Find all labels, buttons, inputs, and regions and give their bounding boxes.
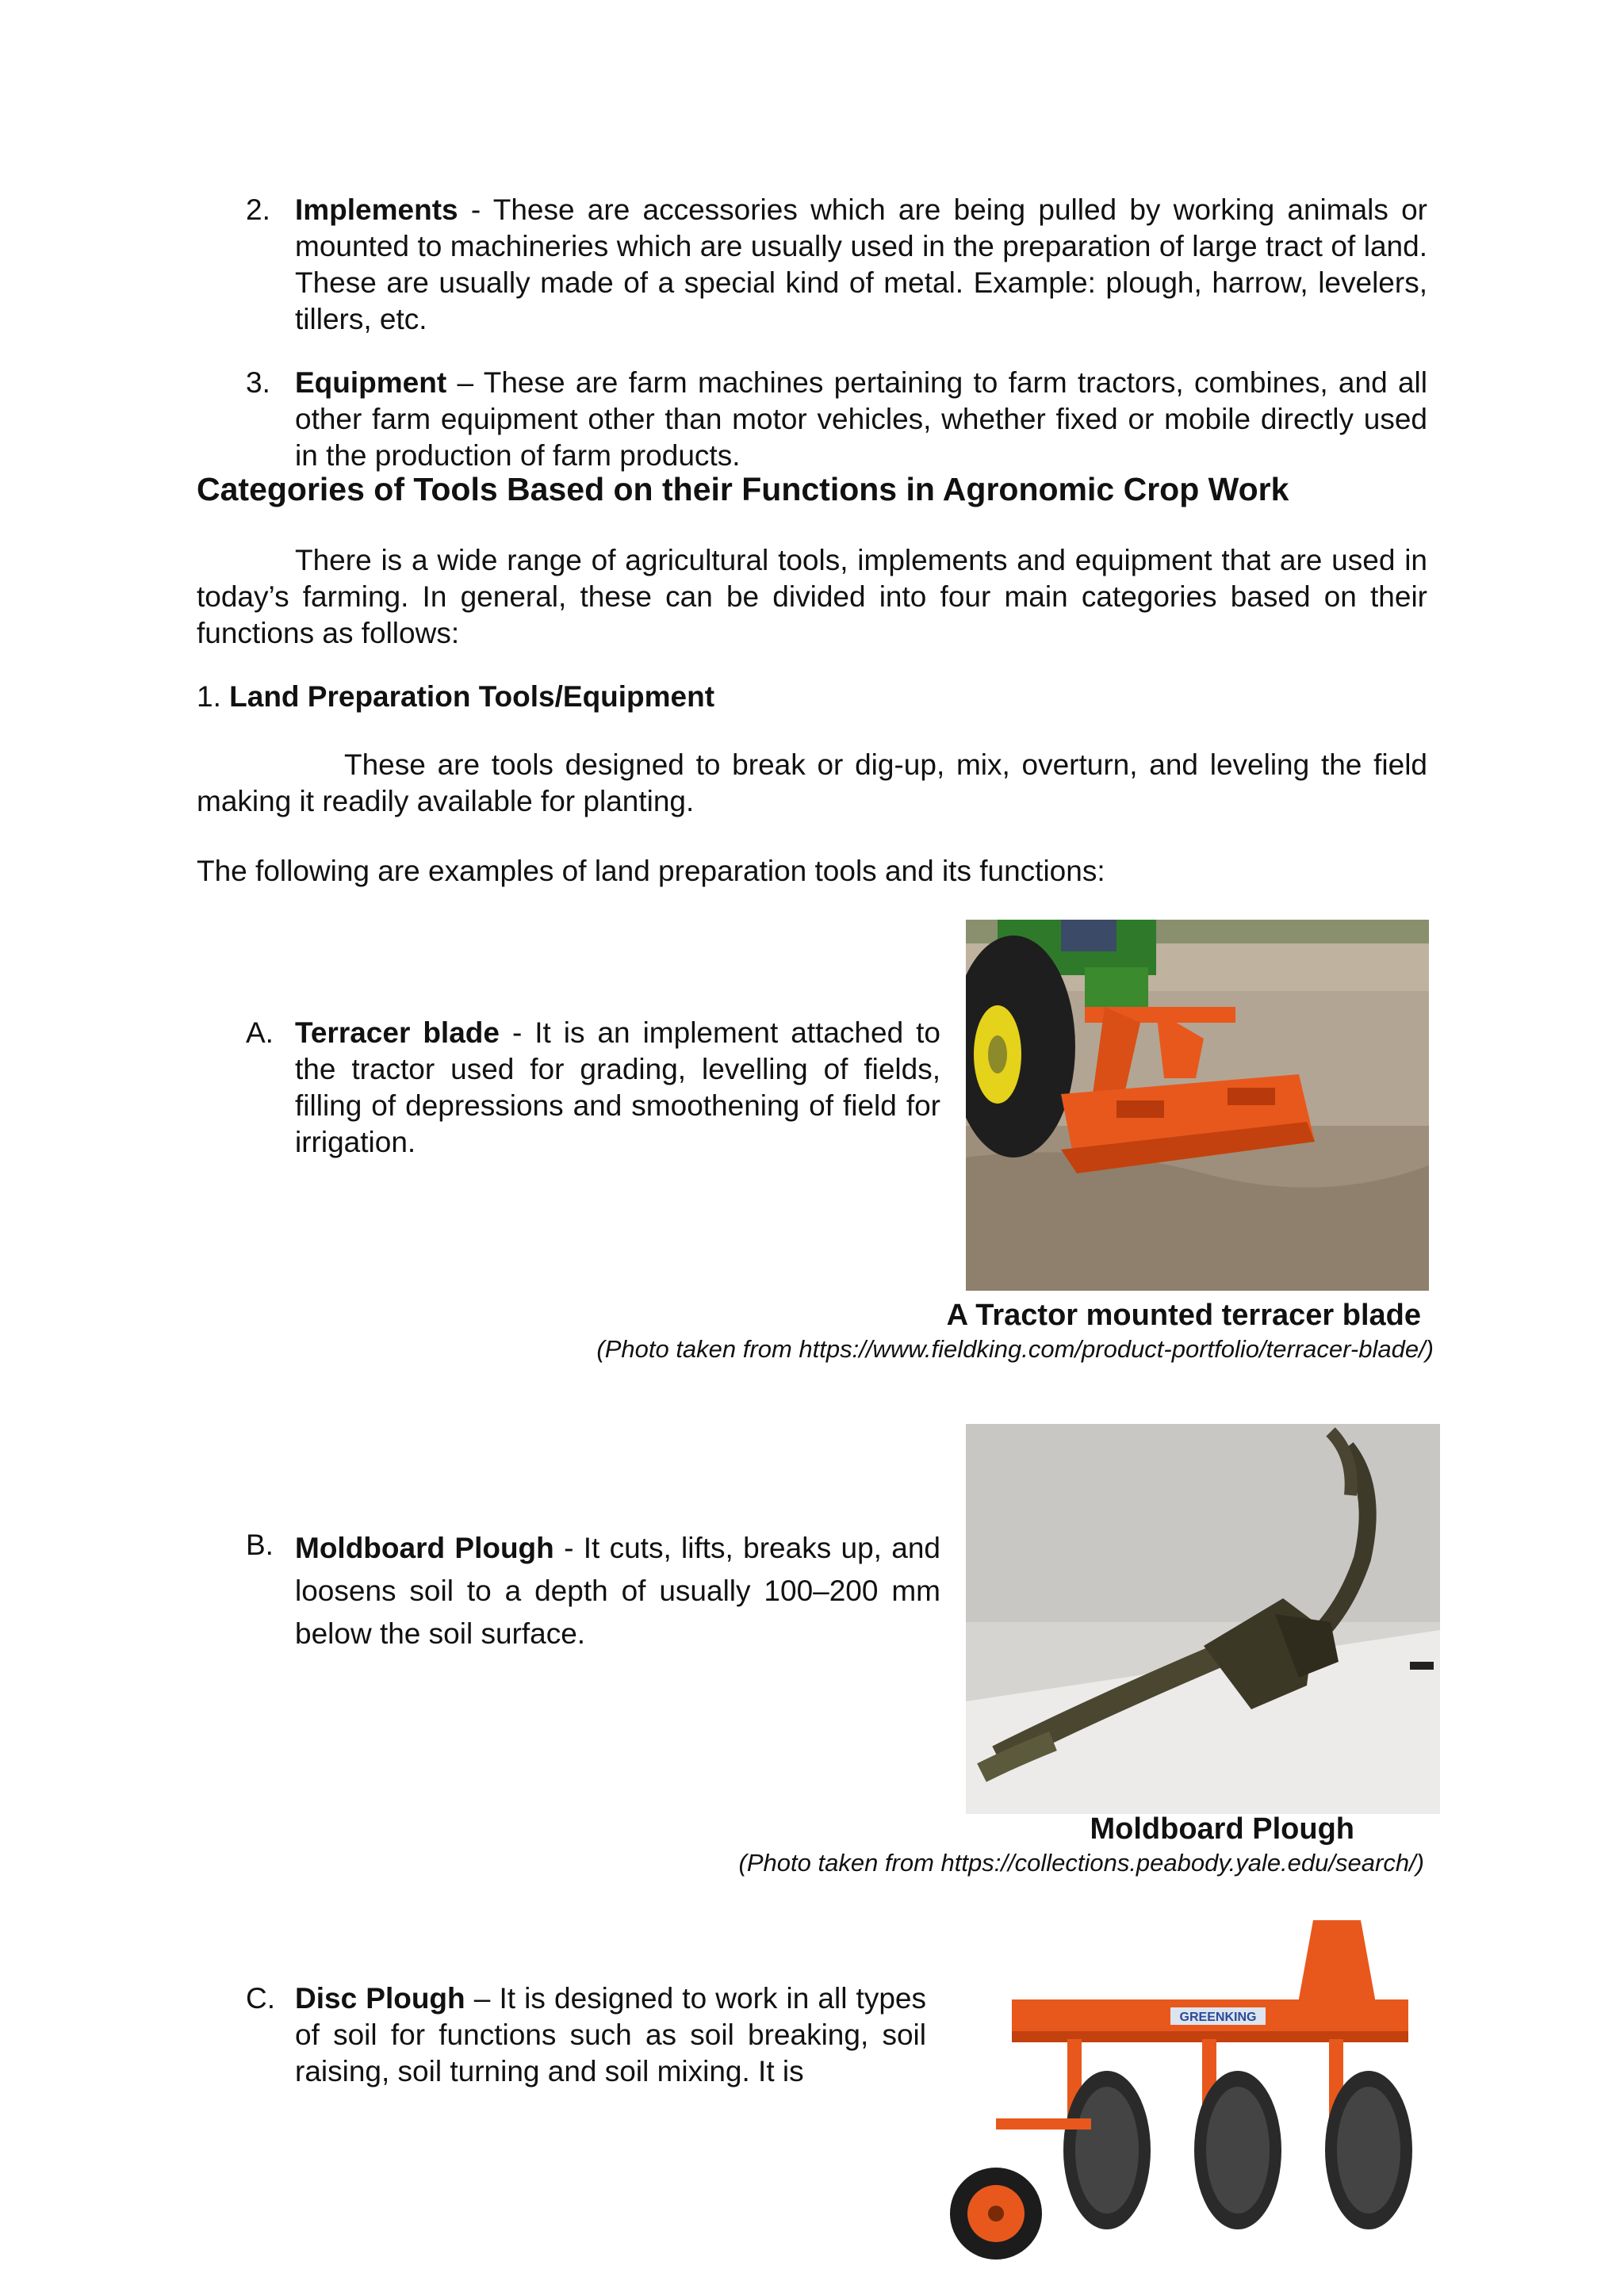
term-equipment: Equipment — [295, 366, 447, 399]
separator: - — [499, 1016, 535, 1049]
moldboard-plough-source: (Photo taken from https://collections.peabody.yale.edu/search/) — [738, 1849, 1424, 1877]
separator: - — [458, 193, 493, 226]
examples-intro: The following are examples of land preparation tools and its functions: — [197, 855, 1105, 887]
item-letter: A. — [246, 1016, 274, 1049]
definition-disc-plough: It is designed to work in all types of soil for functions such as soil breaking, soil raising, soil turning and soil mixing. It is — [295, 1982, 926, 2087]
category-description: These are tools designed to break or dig-up, mix, overturn, and leveling the field making it readily available for planting. — [197, 748, 1427, 817]
item-disc-plough — [295, 1980, 926, 2090]
category-heading — [197, 679, 1307, 715]
list-item-implements — [295, 192, 1427, 338]
terracer-blade-source: (Photo taken from https://www.fieldking.com/product-portfolio/terracer-blade/) — [596, 1335, 1434, 1363]
moldboard-plough-caption: Moldboard Plough — [1090, 1812, 1354, 1846]
terracer-blade-photo — [966, 920, 1429, 1291]
term-implements: Implements — [295, 193, 458, 226]
definition-moldboard-plough: It cuts, lifts, breaks up, and loosens soil to a depth of usually 100–200 mm below the soil surface. — [295, 1532, 940, 1650]
item-letter: B. — [246, 1529, 274, 1561]
term-moldboard-plough: Moldboard Plough — [295, 1532, 554, 1564]
definition-terracer-blade: It is an implement attached to the tractor used for grading, levelling of fields, filling of depressions and smoothening of field for irrigation. — [295, 1016, 940, 1158]
separator: - — [553, 1532, 584, 1564]
moldboard-plough-photo — [966, 1424, 1440, 1814]
definition-equipment: These are farm machines pertaining to farm tractors, combines, and all other farm equipment other than motor vehicles, whether fixed or mobile directly used in the production of farm products. — [295, 366, 1427, 472]
list-number: 2. — [246, 193, 270, 226]
separator: – — [446, 366, 484, 399]
item-moldboard-plough — [295, 1527, 940, 1655]
item-terracer-blade — [295, 1015, 940, 1161]
category-number: 1. — [197, 680, 221, 713]
intro-paragraph: There is a wide range of agricultural tools, implements and equipment that are used in today’s farming. In general, these can be divided into four main categories based on their functions as follows: — [197, 544, 1427, 649]
section-heading: Categories of Tools Based on their Functions in Agronomic Crop Work — [197, 471, 1289, 507]
terracer-blade-caption: A Tractor mounted terracer blade — [946, 1299, 1421, 1332]
separator: – — [465, 1982, 500, 2015]
list-item-equipment — [295, 365, 1427, 474]
item-letter: C. — [246, 1982, 275, 2015]
list-number: 3. — [246, 366, 270, 399]
disc-plough-photo — [948, 1912, 1434, 2277]
category-title: Land Preparation Tools/Equipment — [229, 680, 715, 713]
term-terracer-blade: Terracer blade — [295, 1016, 500, 1049]
definition-implements: These are accessories which are being pulled by working animals or mounted to machineries which are usually used in the preparation of large tract of land. These are usually made of a special kind of metal. Example: plough, harrow, levelers, tillers, etc. — [295, 193, 1427, 335]
term-disc-plough: Disc Plough — [295, 1982, 465, 2015]
brand-label: GREENKING — [1179, 2011, 1257, 2024]
